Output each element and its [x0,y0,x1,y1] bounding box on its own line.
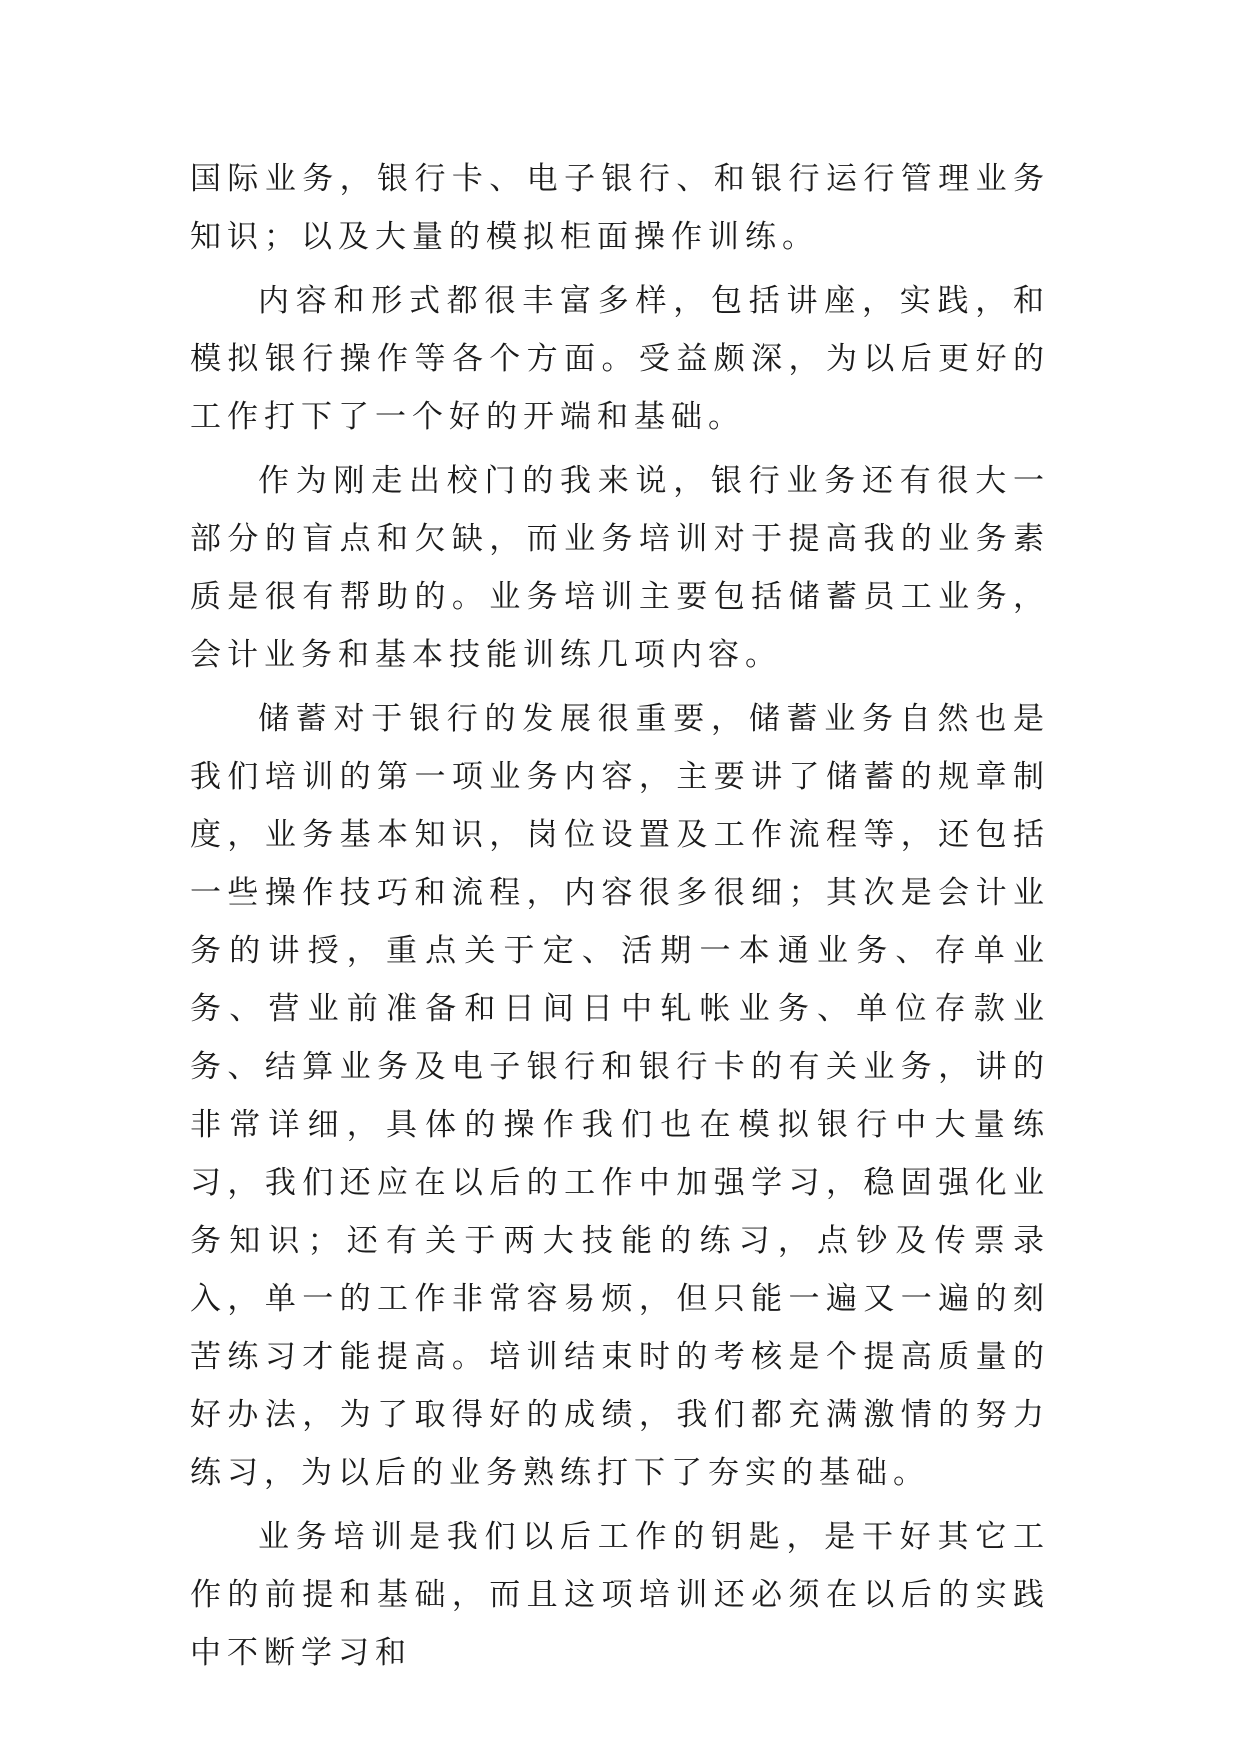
paragraph-5: 业务培训是我们以后工作的钥匙，是干好其它工作的前提和基础，而且这项培训还必须在以后的实践中不断学习和 [190,1519,1050,1671]
document-body [190,150,1050,1688]
paragraph-4: 储蓄对于银行的发展很重要，储蓄业务自然也是我们培训的第一项业务内容，主要讲了储蓄的规章制度，业务基本知识，岗位设置及工作流程等，还包括一些操作技巧和流程，内容很多很细；其次是会计业务的讲授，重点关于定、活期一本通业务、存单业务、营业前准备和日间日中轧帐业务、单位存款业务、结算业务及电子银行和银行卡的有关业务，讲的非常详细，具体的操作我们也在模拟银行中大量练习，我们还应在以后的工作中加强学习，稳固强化业务知识；还有关于两大技能的练习，点钞及传票录入，单一的工作非常容易烦，但只能一遍又一遍的刻苦练习才能提高。培训结束时的考核是个提高质量的好办法，为了取得好的成绩，我们都充满激情的努力练习，为以后的业务熟练打下了夯实的基础。 [190,701,1050,1491]
paragraph-2: 内容和形式都很丰富多样，包括讲座，实践，和模拟银行操作等各个方面。受益颇深，为以后更好的工作打下了一个好的开端和基础。 [190,283,1050,435]
paragraph-1: 国际业务，银行卡、电子银行、和银行运行管理业务知识；以及大量的模拟柜面操作训练。 [190,161,1050,255]
paragraph-3: 作为刚走出校门的我来说，银行业务还有很大一部分的盲点和欠缺，而业务培训对于提高我的业务素质是很有帮助的。业务培训主要包括储蓄员工业务，会计业务和基本技能训练几项内容。 [190,463,1050,673]
